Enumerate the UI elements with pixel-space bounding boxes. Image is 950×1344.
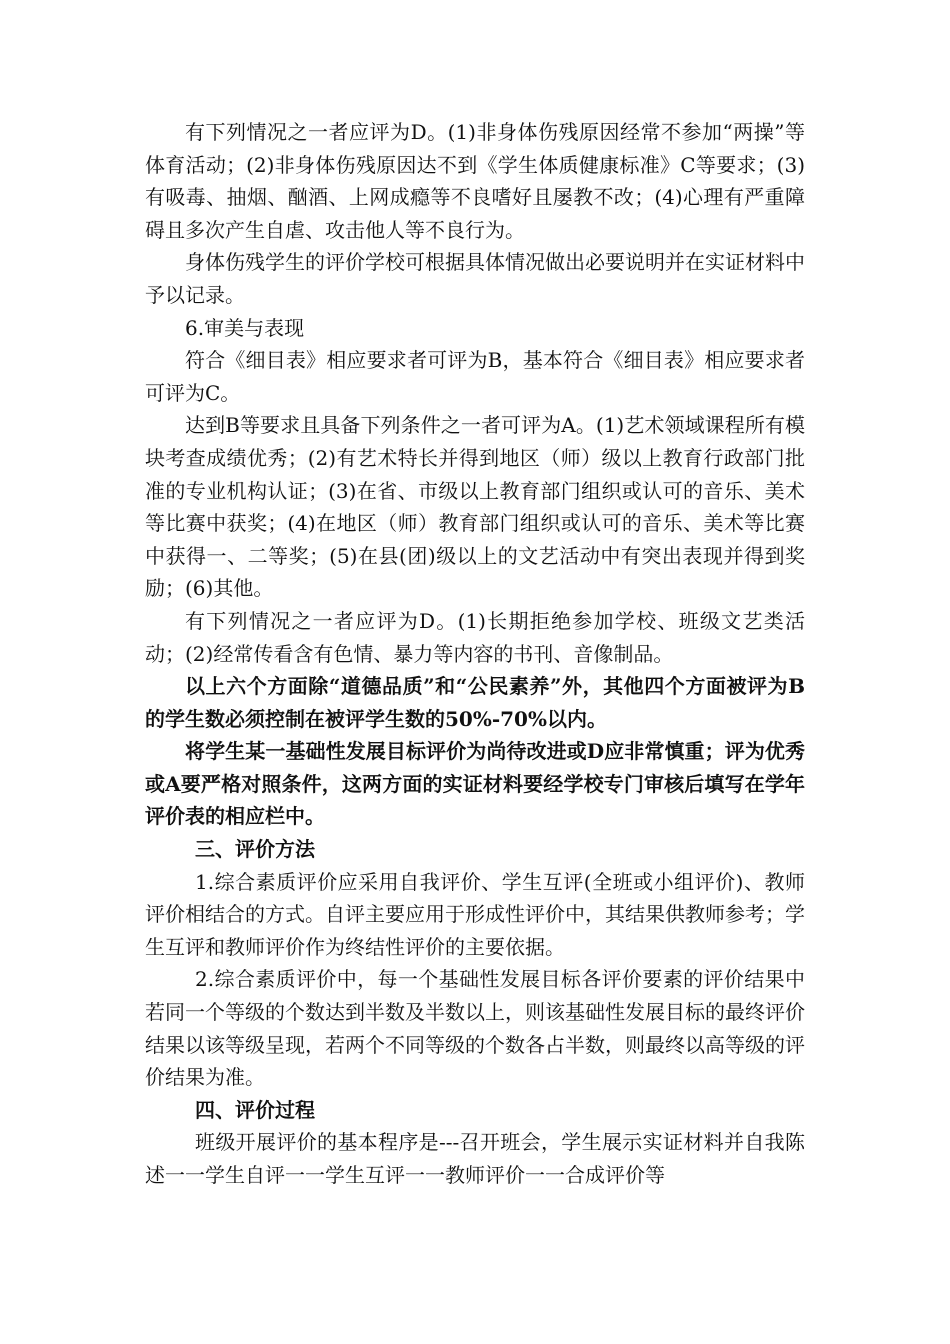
paragraph-process: 班级开展评价的基本程序是---召开班会，学生展示实证材料并自我陈述一一学生自评一一学生互评一一教师评价一一合成评价等 <box>145 1130 805 1187</box>
document-body <box>145 116 805 1192</box>
paragraph-grade-a-aesthetics: 达到B等要求且具备下列条件之一者可评为A。(1)艺术领域课程所有模块考查成绩优秀；(2)有艺术特长并得到地区（师）级以上教育行政部门批准的专业机构认证；(3)在省、市级以上教育部门组织或认可的音乐、美术等比赛中获奖；(4)在地区（师）教育部门组织或认可的音乐、美术等比赛中获得一、二等奖；(5)在县(团)级以上的文艺活动中有突出表现并得到奖励；(6)其他。 <box>145 413 805 601</box>
paragraph-caution-note: 将学生某一基础性发展目标评价为尚待改进或D应非常慎重；评为优秀或A要严格对照条件，这两方面的实证材料要经学校专门审核后填写在学年评价表的相应栏中。 <box>145 739 805 829</box>
section-heading-methods: 三、评价方法 <box>195 837 315 862</box>
paragraph-grade-d-aesthetics: 有下列情况之一者应评为D。(1)长期拒绝参加学校、班级文艺类活动；(2)经常传看含有色情、暴力等内容的书刊、音像制品。 <box>145 608 805 666</box>
subheading-aesthetics: 6.审美与表现 <box>185 315 305 340</box>
paragraph-grade-d-physical: 有下列情况之一者应评为D。(1)非身体伤残原因经常不参加“两操”等体育活动；(2)非身体伤残原因达不到《学生体质健康标准》C等要求；(3)有吸毒、抽烟、酗酒、上网成瘾等不良嗜好且屡教不改；(4)心理有严重障碍且多次产生自虐、攻击他人等不良行为。 <box>145 120 805 242</box>
paragraph-disabled-students: 身体伤残学生的评价学校可根据具体情况做出必要说明并在实证材料中予以记录。 <box>145 250 805 307</box>
paragraph-grade-b-quota: 以上六个方面除“道德品质”和“公民素养”外，其他四个方面被评为B的学生数必须控制在被评学生数的50%-70%以内。 <box>145 674 805 731</box>
section-heading-process: 四、评价过程 <box>195 1097 315 1122</box>
paragraph-method-2: 2.综合素质评价中，每一个基础性发展目标各评价要素的评价结果中若同一个等级的个数达到半数及半数以上，则该基础性发展目标的最终评价结果以该等级呈现，若两个不同等级的个数各占半数，则最终以高等级的评价结果为准。 <box>145 967 805 1090</box>
paragraph-grade-b-c-aesthetics: 符合《细目表》相应要求者可评为B，基本符合《细目表》相应要求者可评为C。 <box>145 348 805 405</box>
paragraph-method-1: 1.综合素质评价应采用自我评价、学生互评(全班或小组评价)、教师评价相结合的方式。自评主要应用于形成性评价中，其结果供教师参考；学生互评和教师评价作为终结性评价的主要依据。 <box>145 869 805 959</box>
